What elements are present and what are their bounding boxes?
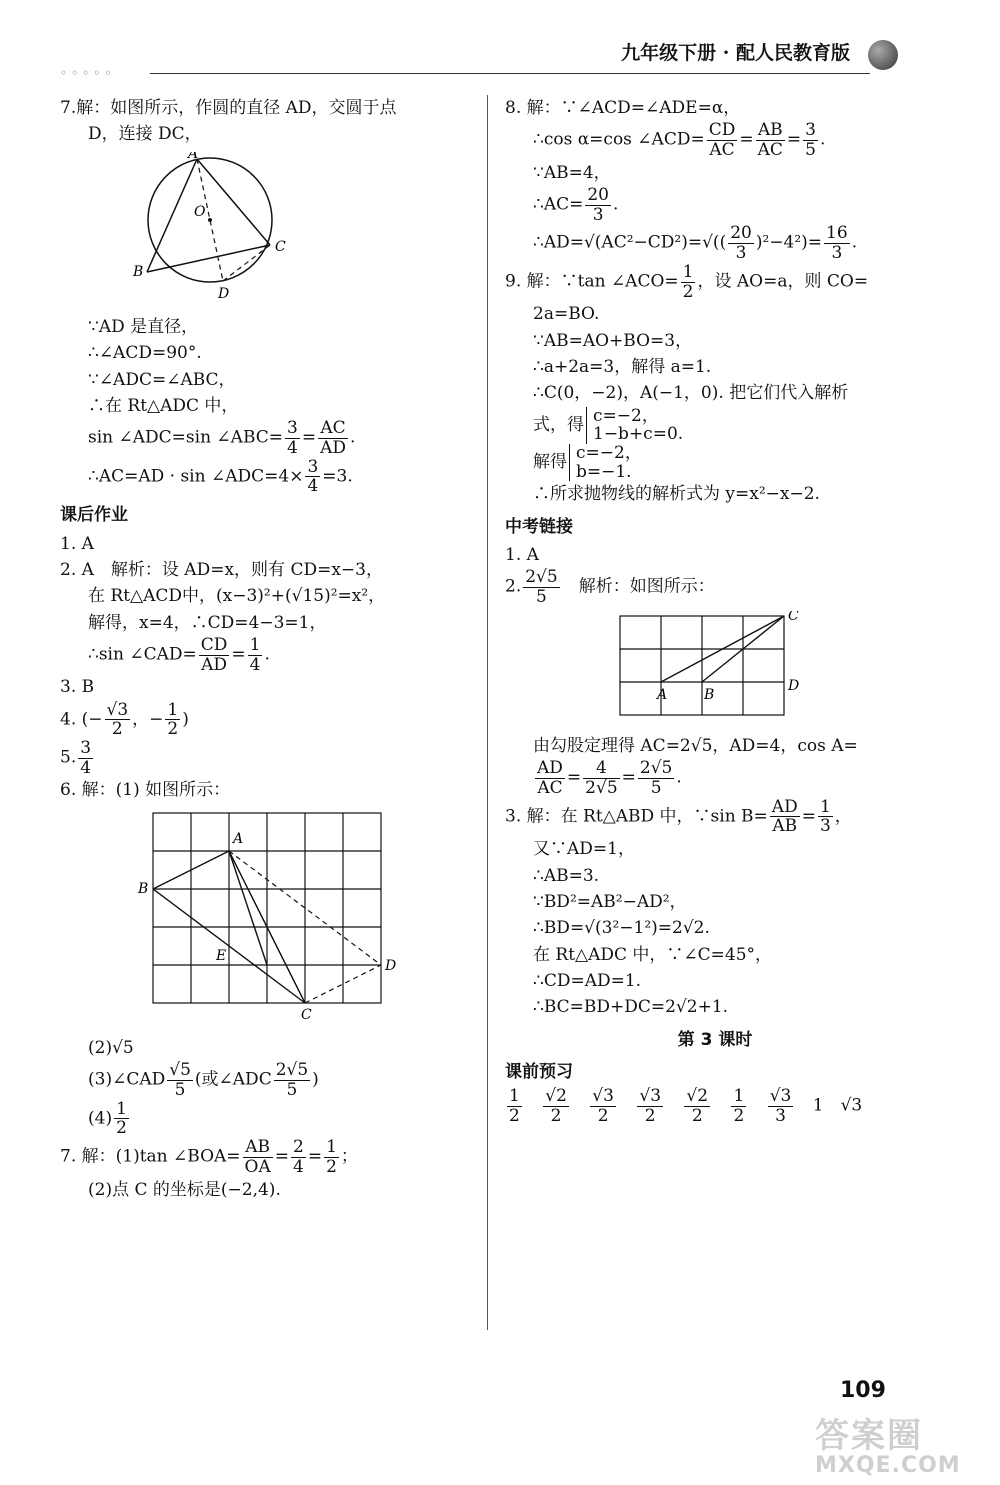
circle-label-d: D (218, 285, 230, 302)
q8-cos-frac2: $\frac{AB}{AC}$ (757, 120, 783, 161)
grid2-label-b: B (704, 686, 715, 703)
q9-system-1: 式，得 c=−2， 1−b+c=0. (533, 405, 684, 445)
grid-label-c: C (301, 1006, 312, 1023)
q7-step-1: ∵AD 是直径， (88, 317, 199, 338)
a5-frac: $\frac{3}{4}$ (80, 737, 92, 778)
a7-frac2: $\frac{2}{4}$ (293, 1137, 304, 1177)
a7-frac1: $\frac{AB}{OA}$ (244, 1137, 271, 1177)
exam-2-line-1: 由勾股定理得 AC=2√5，AD=4，cos A= (533, 736, 858, 757)
q7-ac: ∴AC=AD · sin ∠ADC=4× $\frac{3}{4}$ =3. (88, 456, 353, 497)
circle-label-b: B (133, 263, 144, 280)
left-column (60, 95, 480, 1203)
q8: 8. 解：∵∠ACD=∠ADE=α， (505, 98, 741, 118)
q9-sys2-brace: c=−2， b=−1. (569, 444, 644, 481)
preview-tail: 1 √3 (812, 1095, 863, 1116)
q7-sin: sin ∠ADC=sin ∠ABC= $\frac{3}{4}$ = $\frac{AC}{AD}$ . (88, 418, 356, 459)
watermark-line-2: MXQE.COM (815, 1453, 961, 1478)
answer-6-2: (2)√5 (88, 1038, 134, 1059)
answer-4: 4. (− $\frac{√3}{2}$ ，− $\frac{1}{2}$ ) (60, 699, 189, 740)
e2-frac: $\frac{2√5}{5}$ (525, 567, 558, 608)
q8-ab: ∵AB=4， (533, 162, 611, 183)
a2-frac1: $\frac{CD}{AD}$ (200, 634, 228, 675)
answer-2-sin: ∴sin ∠CAD= $\frac{CD}{AD}$ = $\frac{1}{4}$ . (88, 634, 270, 675)
q9-line-1: 2a=BO. (533, 304, 600, 325)
e2l2-frac3: $\frac{2√5}{5}$ (639, 758, 673, 799)
q7-intro-2: D，连接 DC， (88, 124, 202, 145)
q7-sin-frac2: $\frac{AC}{AD}$ (320, 418, 347, 459)
answer-3: 3. B (60, 677, 95, 698)
q7-ac-pre: ∴AC=AD · sin ∠ADC=4× (88, 466, 304, 487)
preview-frac-5: $\frac{√2}{2}$ (686, 1086, 709, 1126)
q8-cos-frac1: $\frac{CD}{AC}$ (708, 120, 736, 161)
a6-3-frac2: $\frac{2√5}{5}$ (275, 1060, 309, 1101)
answer-6-3: (3)∠CAD $\frac{√5}{5}$ (或∠ADC $\frac{2√5}{5}$ ) (88, 1060, 319, 1101)
q8-cos-frac3: $\frac{3}{5}$ (805, 120, 816, 161)
a2-frac2: $\frac{1}{4}$ (249, 634, 261, 675)
e3-frac1: $\frac{AD}{AB}$ (771, 796, 798, 837)
grid-figure (60, 808, 480, 1031)
q8-ad: ∴AD=√(AC²−CD²)=√(( $\frac{20}{3}$ )²−4²)= $\frac{16}{3}$ . (533, 223, 858, 264)
section-preview: 课前预习 (505, 1061, 573, 1082)
grid2-figure (505, 611, 925, 729)
q9-frac: $\frac{1}{2}$ (682, 261, 694, 302)
answer-5: 5. $\frac{3}{4}$ (60, 737, 92, 778)
exam-3-line-6: ∴CD=AD=1. (533, 970, 642, 991)
header-dots: ◦◦◦◦◦ (60, 66, 116, 80)
grid-label-d: D (385, 957, 397, 974)
preview-frac-2: $\frac{√2}{2}$ (545, 1086, 567, 1126)
q7-intro-1: 7.解：如图所示，作圆的直径 AD，交圆于点 (60, 98, 397, 118)
grid-label-e: E (216, 947, 227, 964)
q9-sys1-brace: c=−2， 1−b+c=0. (586, 407, 685, 444)
grid2-label-c: C (788, 610, 799, 624)
circle-figure (60, 152, 480, 310)
e3-frac2: $\frac{1}{3}$ (819, 796, 831, 837)
lesson-title: 第 3 课时 (677, 1029, 753, 1050)
q8-cos: ∴cos α=cos ∠ACD= $\frac{CD}{AC}$ = $\frac{AB}{AC}$ = $\frac{3}{5}$ . (533, 120, 826, 161)
e2l2-frac2: $\frac{4}{2√5}$ (585, 758, 618, 799)
q8-ad-frac2: $\frac{16}{3}$ (826, 223, 848, 264)
q7-sin-pre: sin ∠ADC=sin ∠ABC= (88, 428, 284, 449)
q8-ac-frac: $\frac{20}{3}$ (587, 185, 609, 225)
q9-line-2: ∵AB=AO+BO=3， (533, 330, 693, 351)
preview-frac-4: $\frac{√3}{2}$ (639, 1086, 662, 1126)
answer-2-line-1: 2. A 解析：设 AD=x，则有 CD=x−3， (60, 559, 383, 580)
preview-frac-3: $\frac{√3}{2}$ (592, 1086, 614, 1126)
section-exam: 中考链接 (505, 516, 573, 537)
preview-frac-7: $\frac{√3}{3}$ (769, 1086, 792, 1126)
a4-frac1: $\frac{√3}{2}$ (106, 699, 129, 740)
answer-6-4: (4) $\frac{1}{2}$ (88, 1098, 127, 1139)
a6-3-frac1: $\frac{√5}{5}$ (169, 1060, 191, 1101)
grid2-diagram (505, 611, 825, 721)
q8-ad-frac1: $\frac{20}{3}$ (730, 223, 752, 264)
section-homework: 课后作业 (60, 505, 128, 526)
grid-diagram (60, 808, 400, 1023)
header-rule (150, 73, 870, 74)
circle-label-o: O (194, 203, 206, 220)
exam-3-line-3: ∵BD²=AB²−AD²， (533, 891, 687, 912)
circle-label-a: A (188, 151, 199, 162)
grid-label-a: A (233, 830, 244, 847)
q7-step-3: ∵∠ADC=∠ABC， (88, 369, 236, 390)
answer-2-line-3: 解得，x=4，∴CD=4−3=1， (88, 612, 327, 633)
circle-label-c: C (275, 238, 286, 255)
q9-line-4: ∴C(0，−2)，A(−1，0). 把它们代入解析 (533, 383, 849, 404)
column-divider (487, 95, 488, 1330)
exam-3-line-2: ∴AB=3. (533, 865, 600, 886)
e2l2-frac1: $\frac{AD}{AC}$ (537, 758, 563, 799)
answer-6: 6. 解：(1) 如图所示： (60, 780, 231, 801)
exam-3: 3. 解：在 Rt△ABD 中，∵sin B= $\frac{AD}{AB}$ = $\frac{1}{3}$ ， (505, 796, 852, 837)
header-ball-icon (868, 40, 898, 70)
q7-step-4: ∴在 Rt△ADC 中， (88, 396, 239, 417)
q8-ac: ∴AC= $\frac{20}{3}$ . (533, 185, 619, 225)
q9: 9. 解：∵tan ∠ACO= $\frac{1}{2}$ ，设 AO=a，则 CO= (505, 261, 869, 302)
exam-1: 1. A (505, 545, 539, 565)
exam-3-line-7: ∴BC=BD+DC=2√2+1. (533, 997, 729, 1018)
q7-ac-frac: $\frac{3}{4}$ (307, 456, 319, 497)
answer-1: 1. A (60, 533, 94, 554)
exam-2-line-2: $\frac{AD}{AC}$ = $\frac{4}{2√5}$ = $\frac{2√5}{5}$ . (537, 758, 682, 799)
watermark (815, 1408, 985, 1478)
exam-3-line-1: 又∵AD=1， (533, 839, 635, 860)
q9-line-3: ∴a+2a=3，解得 a=1. (533, 356, 712, 377)
answer-7: 7. 解：(1)tan ∠BOA= $\frac{AB}{OA}$ = $\frac{2}{4}$ = $\frac{1}{2}$ ； (60, 1137, 358, 1177)
q9-end: ∴所求抛物线的解析式为 y=x²−x−2. (533, 484, 820, 505)
header-title: 九年级下册 · 配人民教育版 (621, 42, 850, 64)
q7-sin-frac1: $\frac{3}{4}$ (287, 418, 298, 459)
exam-3-line-4: ∴BD=√(3²−1²)=2√2. (533, 918, 710, 939)
a6-4-frac: $\frac{1}{2}$ (116, 1098, 127, 1139)
q9-system-2: 解得 c=−2， b=−1. (533, 442, 642, 482)
watermark-line-1: 答案圈 (815, 1416, 923, 1456)
preview-frac-6: $\frac{1}{2}$ (733, 1086, 745, 1126)
preview-frac-1: $\frac{1}{2}$ (509, 1086, 520, 1126)
answer-2-line-2: 在 Rt△ACD中，(x−3)²+(√15)²=x²， (88, 586, 386, 607)
page-number: 109 (840, 1378, 886, 1403)
a4-frac2: $\frac{1}{2}$ (167, 699, 179, 740)
grid2-label-d: D (788, 677, 800, 694)
exam-3-line-5: 在 Rt△ADC 中，∵∠C=45°， (533, 944, 773, 965)
exam-2: 2. $\frac{2√5}{5}$ 解析：如图所示： (505, 567, 715, 608)
right-column (505, 95, 925, 1126)
circle-diagram (60, 152, 360, 302)
grid-label-b: B (138, 880, 149, 897)
page-header (40, 30, 940, 80)
preview-answers (505, 1087, 925, 1125)
grid2-label-a: A (657, 686, 668, 703)
a7-frac3: $\frac{1}{2}$ (326, 1137, 337, 1177)
q7-step-2: ∴∠ACD=90°. (88, 343, 202, 364)
answer-7-2: (2)点 C 的坐标是(−2,4). (88, 1179, 281, 1200)
